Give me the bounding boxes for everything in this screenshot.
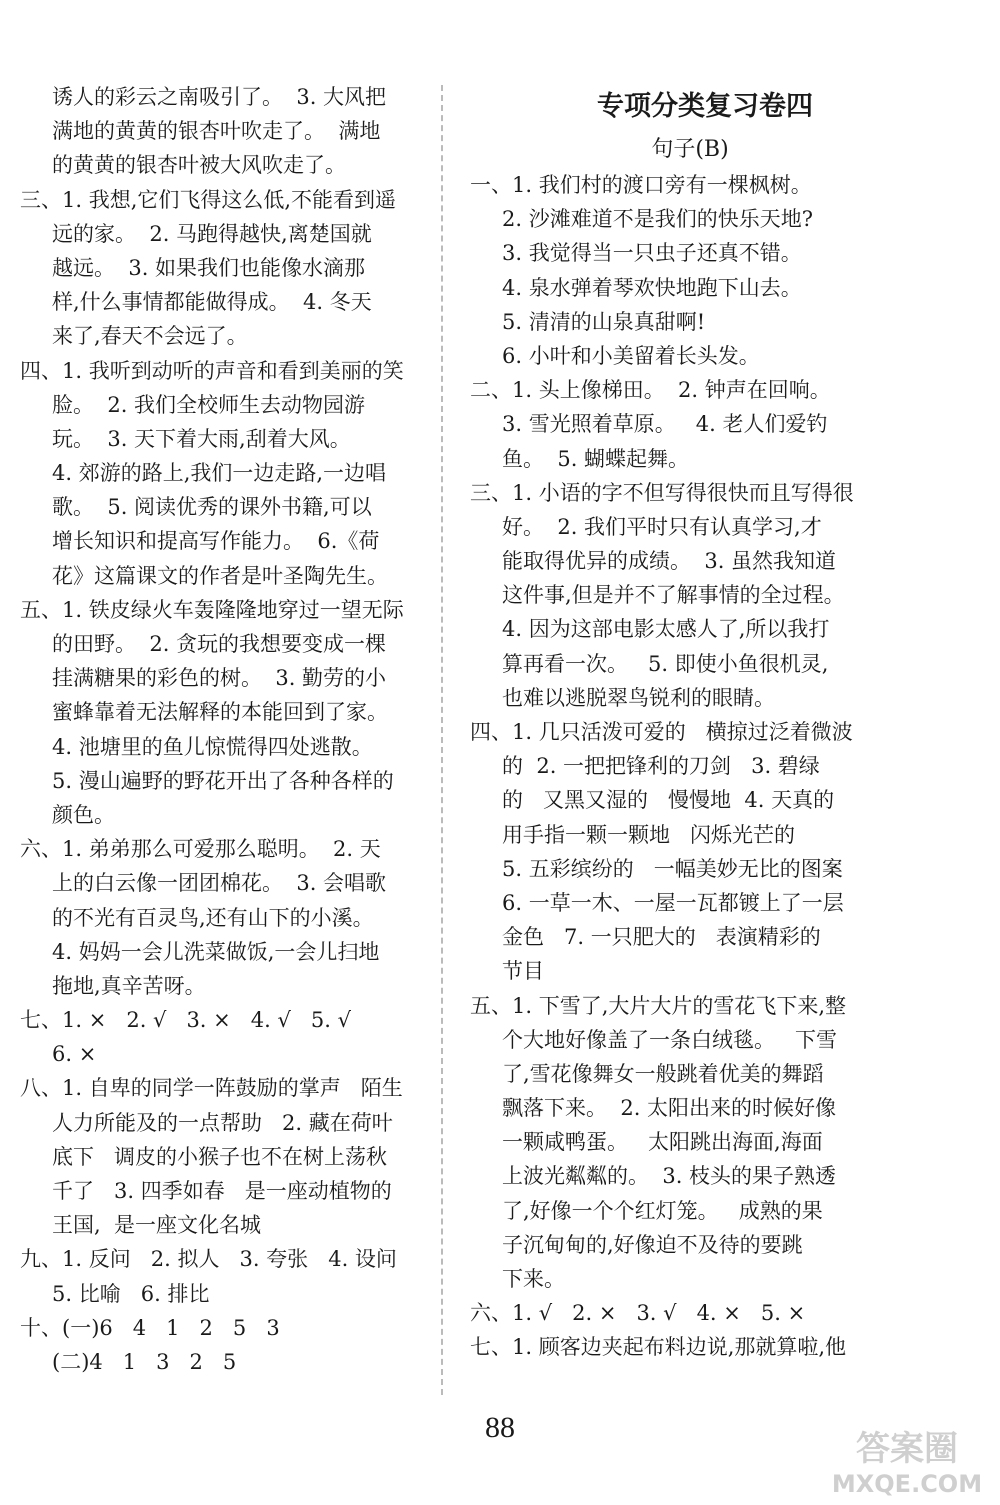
answer-line: 4. 因为这部电影太感人了,所以我打 [502,617,830,642]
answer-line: 5. 清清的山泉真甜啊! [502,309,706,334]
answer-line: 4. 郊游的路上,我们一边走路,一边唱 [52,461,387,486]
answer-line: 的 又黑又湿的 慢慢地 4. 天真的 [502,788,835,813]
answer-line: 五、1. 下雪了,大片大片的雪花飞下来,整 [470,993,847,1018]
section-title: 专项分类复习卷四 [597,91,813,122]
answer-line: 了,好像一个个红灯笼。 成熟的果 [502,1198,823,1223]
answer-line: 底下 调皮的小猴子也不在树上荡秋 [52,1144,388,1169]
answer-line: 了,雪花像舞女一般跳着优美的舞蹈 [502,1061,824,1086]
answer-line: 三、1. 我想,它们飞得这么低,不能看到遥 [20,187,397,212]
watermark-text: 答案圈 [856,1429,958,1469]
answer-line: 6. × [52,1042,97,1067]
answer-line: 节目 [502,959,544,984]
answer-line: 也难以逃脱翠鸟锐利的眼睛。 [502,685,775,710]
answer-line: 4. 妈妈一会儿洗菜做饭,一会儿扫地 [52,939,380,964]
answer-line: 上波光粼粼的。 3. 枝头的果子熟透 [502,1164,837,1189]
answer-line: 能取得优异的成绩。 3. 虽然我知道 [502,549,837,574]
answer-line: 来了,春天不会远了。 [52,324,248,349]
section-subtitle: 句子(B) [651,137,729,162]
answer-line: 人力所能及的一点帮助 2. 藏在荷叶 [52,1110,393,1135]
answer-line: 鱼。 5. 蝴蝶起舞。 [502,446,690,471]
answer-line: 4. 泉水弹着琴欢快地跑下山去。 [502,275,802,300]
answer-line: 二、1. 头上像梯田。 2. 钟声在回响。 [470,378,831,403]
answer-line: 拖地,真辛苦呀。 [52,973,206,998]
answer-line: 三、1. 小语的字不但写得很快而且写得很 [470,480,854,505]
answer-line: (二)4 1 3 2 5 [52,1349,237,1374]
answer-line: 诱人的彩云之南吸引了。 3. 大风把 [52,85,387,109]
answer-line: 满地的黄黄的银杏叶吹走了。 满地 [52,119,381,144]
answer-line: 3. 我觉得当一只虫子还真不错。 [502,241,802,266]
answer-line: 玩。 3. 天下着大雨,刮着大风。 [52,426,351,451]
column-divider [441,85,443,1395]
answer-line: 七、1. × 2. √ 3. × 4. √ 5. √ [20,1008,351,1033]
answer-line: 八、1. 自卑的同学一阵鼓励的掌声 陌生 [20,1076,403,1101]
right-answer-lines [470,168,880,1365]
right-column [470,80,880,1365]
answer-line: 上的白云像一团团棉花。 3. 会唱歌 [52,871,387,896]
answer-line: 5. 五彩缤纷的 一幅美妙无比的图案 [502,856,843,881]
answer-line: 颜色。 [52,802,115,827]
answer-line: 越远。 3. 如果我们也能像水滴那 [52,255,366,280]
answer-line: 个大地好像盖了一条白绒毯。 下雪 [502,1027,838,1052]
answer-line: 子沉甸甸的,好像迫不及待的要跳 [502,1232,803,1257]
answer-line: 歌。 5. 阅读优秀的课外书籍,可以 [52,495,372,520]
answer-line: 一、1. 我们村的渡口旁有一棵枫树。 [470,173,812,197]
answer-line: 的黄黄的银杏叶被大风吹走了。 [52,153,346,178]
answer-line: 这件事,但是并不了解事情的全过程。 [502,583,845,608]
answer-line: 的不光有百灵鸟,还有山下的小溪。 [52,905,374,930]
answer-line: 四、1. 几只活泼可爱的 横掠过泛着微波 [470,720,853,744]
answer-line: 下来。 [502,1267,565,1291]
answer-line: 算再看一次。 5. 即使小鱼很机灵, [502,651,829,676]
answer-line: 九、1. 反问 2. 拟人 3. 夸张 4. 设问 [20,1247,397,1272]
answer-line: 脸。 2. 我们全校师生去动物园游 [52,392,366,417]
answer-line: 飘落下来。 2. 太阳出来的时候好像 [502,1096,837,1121]
left-column [20,80,420,1379]
answer-line: 千了 3. 四季如春 是一座动植物的 [52,1179,392,1203]
answer-line: 一颗咸鸭蛋。 太阳跳出海面,海面 [502,1130,823,1155]
answer-line: 王国, 是一座文化名城 [52,1213,262,1238]
answer-line: 6. 小叶和小美留着长头发。 [502,343,760,368]
answer-line: 七、1. 顾客边夹起布料边说,那就算啦,他 [470,1335,847,1360]
answer-line: 增长知识和提高写作能力。 6.《荷 [52,529,380,554]
answer-line: 十、(一)6 4 1 2 5 3 [20,1315,280,1340]
answer-line: 用手指一颗一颗地 闪烁光芒的 [502,822,796,847]
answer-line: 4. 池塘里的鱼儿惊慌得四处逃散。 [52,734,373,759]
watermark-url: MXQE.COM [831,1470,983,1498]
answer-line: 3. 雪光照着草原。 4. 老人们爱钓 [502,412,828,437]
watermark-logo [822,1422,992,1500]
answer-line: 的田野。 2. 贪玩的我想要变成一棵 [52,632,387,656]
answer-line: 远的家。 2. 马跑得越快,离楚国就 [52,221,372,246]
answer-line: 蜜蜂靠着无法解释的本能回到了家。 [52,700,388,725]
answer-line: 2. 沙滩难道不是我们的快乐天地? [502,207,813,232]
page-number: 88 [485,1411,515,1444]
answer-line: 五、1. 铁皮绿火车轰隆隆地穿过一望无际 [20,597,404,622]
answer-line: 5. 漫山遍野的野花开出了各种各样的 [52,768,394,793]
answer-line: 6. 一草一木、一屋一瓦都镀上了一层 [502,890,844,915]
answer-line: 四、1. 我听到动听的声音和看到美丽的笑 [20,358,404,383]
answer-line: 样,什么事情都能做得成。 4. 冬天 [52,290,372,315]
answer-line: 六、1. √ 2. × 3. √ 4. × 5. × [470,1301,806,1326]
answer-line: 挂满糖果的彩色的树。 3. 勤劳的小 [52,666,387,691]
answer-line: 六、1. 弟弟那么可爱那么聪明。 2. 天 [20,837,381,862]
answer-line: 5. 比喻 6. 排比 [52,1281,210,1306]
answer-line: 好。 2. 我们平时只有认真学习,才 [502,514,822,539]
answer-line: 花》这篇课文的作者是叶圣陶先生。 [52,563,388,588]
answer-line: 金色 7. 一只肥大的 表演精彩的 [502,925,821,950]
answer-line: 的 2. 一把把锋利的刀剑 3. 碧绿 [502,754,820,779]
